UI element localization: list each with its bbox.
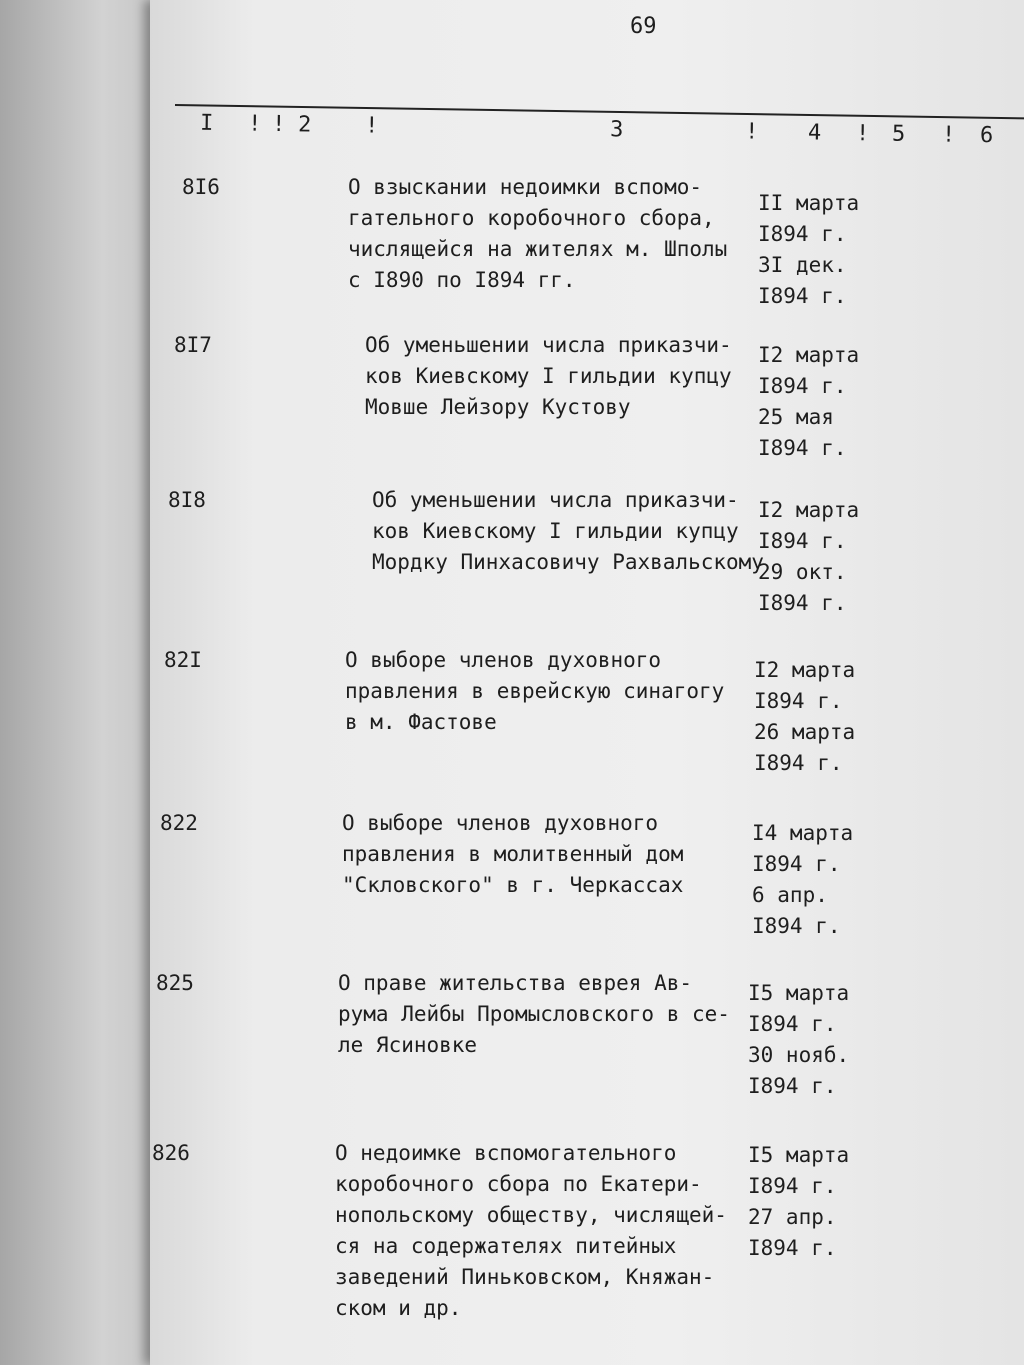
- facing-page-edge: [0, 0, 170, 1365]
- entry-description: О праве жительства еврея Ав- рума Лейбы Промысловского в се- ле Ясиновке: [338, 971, 730, 1057]
- column-header: 6: [979, 123, 994, 149]
- entry-number: 8I7: [174, 333, 212, 357]
- entry-number: 826: [152, 1141, 190, 1165]
- column-header-row: [150, 110, 1024, 164]
- entry-number: 822: [160, 811, 198, 835]
- entry-description: О выборе членов духовного правления в молитвенный дом "Скловского" в г. Черкассах: [342, 811, 684, 897]
- column-separator: !: [247, 111, 262, 137]
- column-separator: !: [855, 121, 870, 147]
- entry-description: Об уменьшении числа приказчи- ков Киевскому I гильдии купцу Мовше Лейзору Кустову: [365, 333, 732, 419]
- entry-description: О недоимке вспомогательного коробочного сбора по Екатери- нопольскому обществу, числящей- ся на содержателях питейных заведений Пиньковском, Княжан- ском и др.: [335, 1141, 727, 1320]
- column-header: 2: [297, 112, 312, 138]
- entry-dates: I2 марта I894 г. 29 окт. I894 г.: [758, 498, 860, 615]
- column-separator: !: [271, 111, 286, 138]
- column-header: 3: [609, 117, 624, 143]
- column-header: 5: [891, 121, 906, 147]
- document-page: [150, 0, 1024, 1365]
- entry-dates: I2 марта I894 г. 26 марта I894 г.: [754, 658, 856, 775]
- entry-dates: II марта I894 г. 3I дек. I894 г.: [758, 191, 860, 308]
- page-number: 69: [630, 14, 657, 39]
- column-header: I: [199, 110, 214, 136]
- entry-number: 8I8: [168, 488, 206, 512]
- entry-description: О взыскании недоимки вспомо- гательного коробочного сбора, числящейся на жителях м. Шполы с I890 по I894 гг.: [348, 175, 728, 292]
- entry-dates: I5 марта I894 г. 30 нояб. I894 г.: [748, 981, 850, 1098]
- entry-number: 825: [156, 971, 194, 995]
- entry-dates: I2 марта I894 г. 25 мая I894 г.: [758, 343, 860, 460]
- entry-dates: I5 марта I894 г. 27 апр. I894 г.: [748, 1143, 850, 1260]
- entry-description: Об уменьшении числа приказчи- ков Киевскому I гильдии купцу Мордку Пинхасовичу Рахвальскому: [372, 488, 764, 574]
- column-separator: !: [364, 113, 379, 139]
- entry-number: 82I: [164, 648, 202, 672]
- column-header: 4: [807, 120, 822, 146]
- entry-description: О выборе членов духовного правления в еврейскую синагогу в м. Фастове: [345, 648, 725, 734]
- column-separator: !: [744, 119, 759, 145]
- column-separator: !: [941, 122, 956, 148]
- entry-dates: I4 марта I894 г. 6 апр. I894 г.: [752, 821, 854, 938]
- entry-number: 8I6: [182, 175, 220, 199]
